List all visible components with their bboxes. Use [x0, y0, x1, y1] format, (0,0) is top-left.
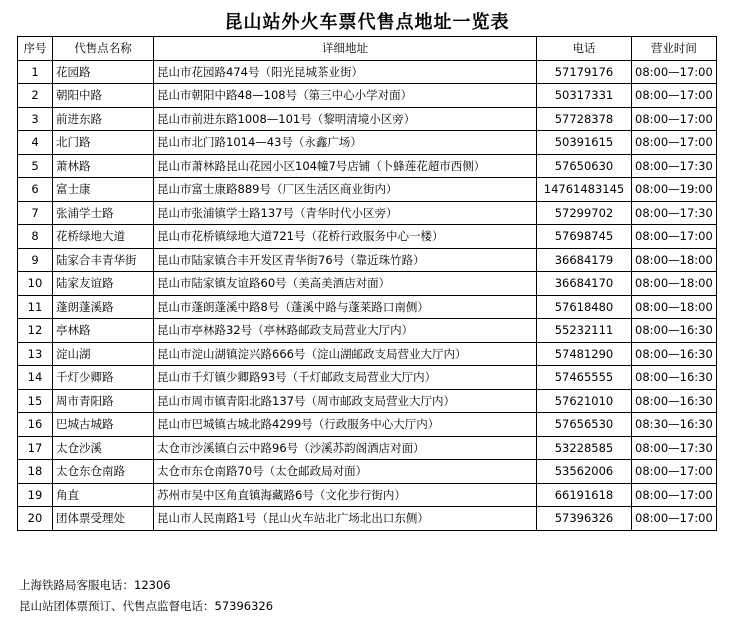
agency-hours: 08:00—16:30: [632, 366, 717, 390]
agency-name: 角直: [53, 483, 154, 507]
agency-address: 昆山市周市镇青阳北路137号（周市邮政支局营业大厅内）: [154, 389, 537, 413]
table-row: [18, 436, 717, 460]
agency-address: 昆山市蓬朗蓬溪中路8号（蓬溪中路与蓬莱路口南侧）: [154, 295, 537, 319]
agency-hours: 08:00—17:30: [632, 154, 717, 178]
agency-name: 前进东路: [53, 107, 154, 131]
agency-name: 富士康: [53, 178, 154, 202]
agency-hours: 08:00—18:00: [632, 272, 717, 296]
agency-hours: 08:00—17:30: [632, 201, 717, 225]
agency-name: 花园路: [53, 60, 154, 84]
agency-hours: 08:00—16:30: [632, 319, 717, 343]
row-number: 10: [18, 272, 53, 296]
agency-hours: 08:00—17:00: [632, 483, 717, 507]
agency-hours: 08:00—17:00: [632, 60, 717, 84]
agency-phone: 57656530: [537, 413, 632, 437]
agency-phone: 57179176: [537, 60, 632, 84]
table-row: [18, 154, 717, 178]
header-no: 序号: [18, 37, 53, 61]
agency-address: 昆山市张浦镇学士路137号（青华时代小区旁）: [154, 201, 537, 225]
agency-name: 巴城古城路: [53, 413, 154, 437]
agency-name: 千灯少卿路: [53, 366, 154, 390]
agency-name: 团体票受理处: [53, 507, 154, 531]
agency-hours: 08:00—19:00: [632, 178, 717, 202]
header-phone: 电话: [537, 37, 632, 61]
agency-address: 昆山市萧林路昆山花园小区104幢7号店铺（卜蜂莲花超市西侧）: [154, 154, 537, 178]
agency-phone: 36684170: [537, 272, 632, 296]
table-row: [18, 460, 717, 484]
agency-hours: 08:30—16:30: [632, 413, 717, 437]
table-row: [18, 107, 717, 131]
agency-hours: 08:00—17:00: [632, 107, 717, 131]
row-number: 3: [18, 107, 53, 131]
agency-phone: 53562006: [537, 460, 632, 484]
agency-hours: 08:00—18:00: [632, 295, 717, 319]
agency-name: 蓬朗蓬溪路: [53, 295, 154, 319]
agency-address: 昆山市富士康路889号（厂区生活区商业街内）: [154, 178, 537, 202]
row-number: 4: [18, 131, 53, 155]
table-row: [18, 201, 717, 225]
agency-phone: 57618480: [537, 295, 632, 319]
row-number: 6: [18, 178, 53, 202]
row-number: 7: [18, 201, 53, 225]
row-number: 19: [18, 483, 53, 507]
table-row: [18, 483, 717, 507]
table-row: [18, 389, 717, 413]
header-hours: 营业时间: [632, 37, 717, 61]
agency-hours: 08:00—17:00: [632, 131, 717, 155]
agency-address: 昆山市淀山湖镇淀兴路666号（淀山湖邮政支局营业大厅内）: [154, 342, 537, 366]
agency-phone: 50391615: [537, 131, 632, 155]
row-number: 13: [18, 342, 53, 366]
agency-phone: 57728378: [537, 107, 632, 131]
agency-address: 昆山市陆家镇友谊路60号（美高美酒店对面）: [154, 272, 537, 296]
header-address: 详细地址: [154, 37, 537, 61]
agency-address: 昆山市花桥镇绿地大道721号（花桥行政服务中心一楼）: [154, 225, 537, 249]
row-number: 16: [18, 413, 53, 437]
table-row: [18, 319, 717, 343]
header-name: 代售点名称: [53, 37, 154, 61]
table-row: [18, 272, 717, 296]
agency-hours: 08:00—17:00: [632, 84, 717, 108]
agency-phone: 57650630: [537, 154, 632, 178]
table-row: [18, 84, 717, 108]
agency-address: 昆山市人民南路1号（昆山火车站北广场北出口东侧）: [154, 507, 537, 531]
agency-phone: 50317331: [537, 84, 632, 108]
ticket-agency-table: [17, 36, 717, 531]
row-number: 17: [18, 436, 53, 460]
agency-address: 昆山市亭林路32号（亭林路邮政支局营业大厅内）: [154, 319, 537, 343]
row-number: 18: [18, 460, 53, 484]
agency-name: 朝阳中路: [53, 84, 154, 108]
agency-name: 亭林路: [53, 319, 154, 343]
table-row: [18, 413, 717, 437]
footer-supervision-phone: 昆山站团体票预订、代售点监督电话：57396326: [19, 599, 274, 613]
agency-address: 太仓市东仓南路70号（太仓邮政局对面）: [154, 460, 537, 484]
table-row: [18, 60, 717, 84]
agency-address: 昆山市巴城镇古城北路4299号（行政服务中心大厅内）: [154, 413, 537, 437]
agency-address: 昆山市花园路474号（阳光昆城茶业街）: [154, 60, 537, 84]
table-header-row: [18, 37, 717, 61]
row-number: 11: [18, 295, 53, 319]
agency-phone: 57481290: [537, 342, 632, 366]
agency-name: 北门路: [53, 131, 154, 155]
row-number: 12: [18, 319, 53, 343]
agency-address: 昆山市朝阳中路48—108号（第三中心小学对面）: [154, 84, 537, 108]
row-number: 9: [18, 248, 53, 272]
agency-phone: 57698745: [537, 225, 632, 249]
agency-phone: 57621010: [537, 389, 632, 413]
agency-hours: 08:00—16:30: [632, 389, 717, 413]
table-row: [18, 178, 717, 202]
footer-hotline: 上海铁路局客服电话：12306: [19, 578, 171, 592]
agency-name: 太仓沙溪: [53, 436, 154, 460]
agency-name: 太仓东仓南路: [53, 460, 154, 484]
agency-name: 淀山湖: [53, 342, 154, 366]
agency-address: 苏州市吴中区角直镇海藏路6号（文化步行街内）: [154, 483, 537, 507]
table-row: [18, 225, 717, 249]
agency-address: 太仓市沙溪镇白云中路96号（沙溪苏韵阁酒店对面）: [154, 436, 537, 460]
agency-address: 昆山市前进东路1008—101号（黎明清境小区旁）: [154, 107, 537, 131]
page-title: 昆山站外火车票代售点地址一览表: [224, 12, 510, 33]
agency-hours: 08:00—17:00: [632, 225, 717, 249]
agency-phone: 66191618: [537, 483, 632, 507]
agency-hours: 08:00—17:00: [632, 507, 717, 531]
table-row: [18, 248, 717, 272]
agency-hours: 08:00—17:00: [632, 460, 717, 484]
agency-name: 张浦学士路: [53, 201, 154, 225]
agency-phone: 57465555: [537, 366, 632, 390]
table-row: [18, 342, 717, 366]
row-number: 14: [18, 366, 53, 390]
row-number: 8: [18, 225, 53, 249]
row-number: 2: [18, 84, 53, 108]
agency-phone: 53228585: [537, 436, 632, 460]
agency-hours: 08:00—17:30: [632, 436, 717, 460]
agency-hours: 08:00—16:30: [632, 342, 717, 366]
table-row: [18, 131, 717, 155]
agency-name: 陆家合丰青华街: [53, 248, 154, 272]
agency-name: 花桥绿地大道: [53, 225, 154, 249]
table-row: [18, 366, 717, 390]
agency-address: 昆山市陆家镇合丰开发区青华街76号（靠近珠竹路）: [154, 248, 537, 272]
agency-phone: 57396326: [537, 507, 632, 531]
row-number: 5: [18, 154, 53, 178]
row-number: 20: [18, 507, 53, 531]
agency-address: 昆山市北门路1014—43号（永鑫广场）: [154, 131, 537, 155]
agency-name: 周市青阳路: [53, 389, 154, 413]
agency-phone: 36684179: [537, 248, 632, 272]
agency-phone: 14761483145: [537, 178, 632, 202]
agency-hours: 08:00—18:00: [632, 248, 717, 272]
agency-address: 昆山市千灯镇少卿路93号（千灯邮政支局营业大厅内）: [154, 366, 537, 390]
agency-name: 陆家友谊路: [53, 272, 154, 296]
table-row: [18, 507, 717, 531]
table-body: [18, 60, 717, 530]
agency-name: 萧林路: [53, 154, 154, 178]
agency-phone: 55232111: [537, 319, 632, 343]
agency-phone: 57299702: [537, 201, 632, 225]
row-number: 1: [18, 60, 53, 84]
row-number: 15: [18, 389, 53, 413]
table-row: [18, 295, 717, 319]
